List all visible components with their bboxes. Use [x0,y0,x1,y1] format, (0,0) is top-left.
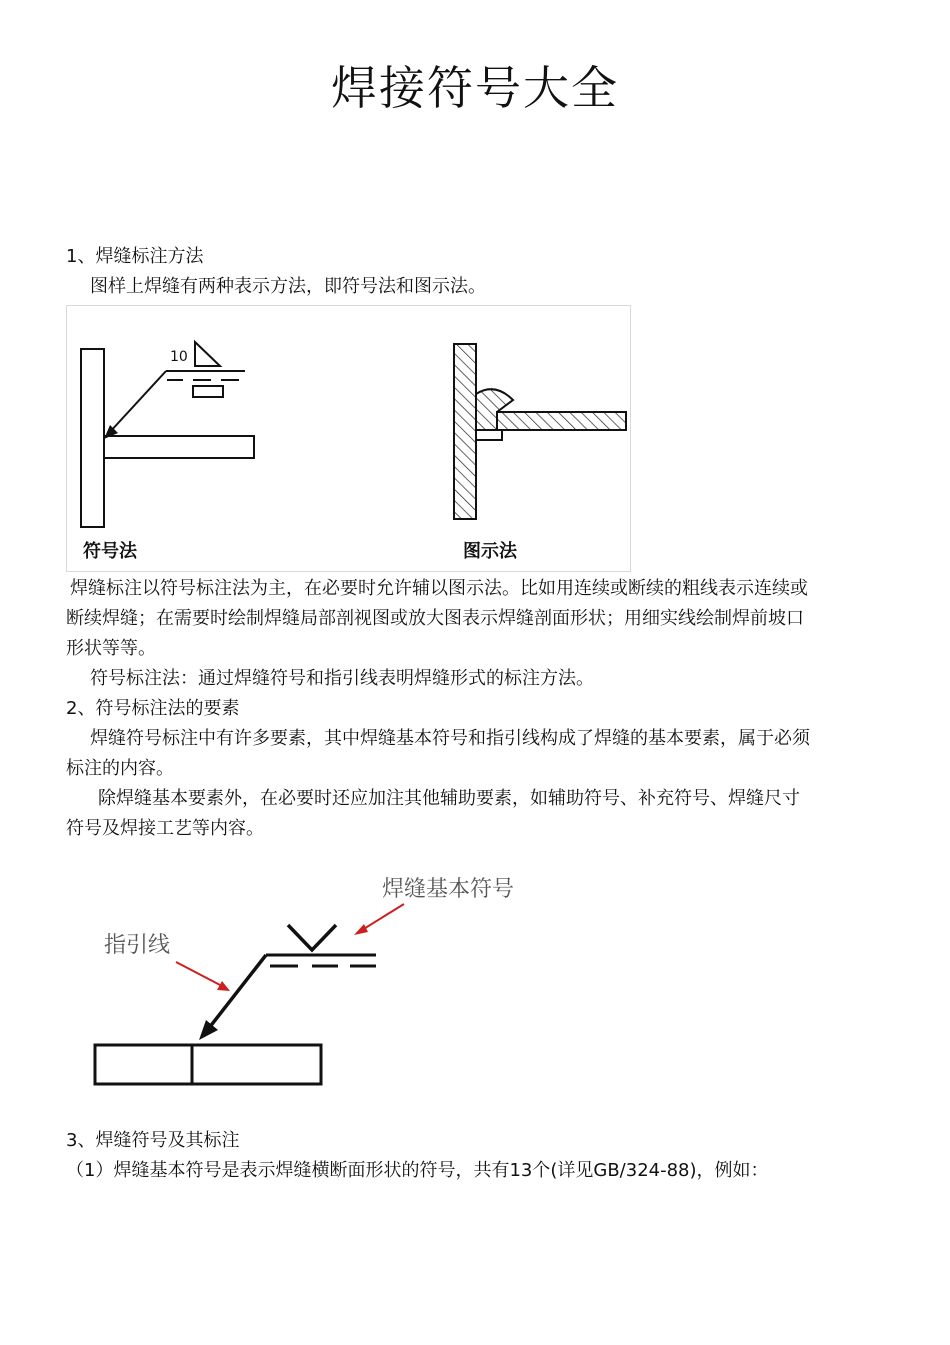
label-basic-symbol: 焊缝基本符号 [382,877,515,902]
para-5: （1）焊缝基本符号是表示焊缝横断面形状的符号，共有13个(详见GB/324-88)，例如： [66,1160,769,1181]
section-3-heading: 3、焊缝符号及其标注 [66,1130,240,1151]
section-1-intro: 图样上焊缝有两种表示方法，即符号法和图示法。 [90,276,486,297]
para-3-line-2: 标注的内容。 [66,758,174,779]
symbol-method-caption: 符号法 [83,541,137,562]
figure-weld-methods-drawing [67,306,632,573]
para-4-line-2: 符号及焊接工艺等内容。 [66,818,264,839]
leader-arrow-icon [199,1020,218,1040]
para-2: 符号标注法：通过焊缝符号和指引线表明焊缝形式的标注方法。 [90,668,594,689]
drawing-method-caption: 图示法 [463,541,517,562]
para-1-line-1: 焊缝标注以符号标注法为主，在必要时允许辅以图示法。比如用连续或断续的粗线表示连续或 [70,578,808,599]
figure-weld-methods [66,305,631,572]
section-2-heading: 2、符号标注法的要素 [66,698,240,719]
para-1-line-2: 断续焊缝；在需要时绘制焊缝局部剖视图或放大图表示焊缝剖面形状；用细实线绘制焊前坡口 [66,608,804,629]
para-1-line-3: 形状等等。 [66,638,156,659]
label-leader-line: 指引线 [104,933,171,958]
figure-weld-elements-drawing [66,862,546,1102]
symbol-method-drawing [81,342,254,562]
drawing-method-drawing [454,344,626,562]
para-4-line-1: 除焊缝基本要素外，在必要时还应加注其他辅助要素，如辅助符号、补充符号、焊缝尺寸 [98,788,800,809]
dimension-label: 10 [170,349,188,365]
para-3-line-1: 焊缝符号标注中有许多要素，其中焊缝基本符号和指引线构成了焊缝的基本要素，属于必须 [90,728,810,749]
page-title: 焊接符号大全 [331,61,619,115]
red-arrow-icon [217,981,230,991]
figure-weld-elements [66,862,546,1102]
red-arrow-icon [354,924,368,935]
section-1-heading: 1、焊缝标注方法 [66,246,204,267]
